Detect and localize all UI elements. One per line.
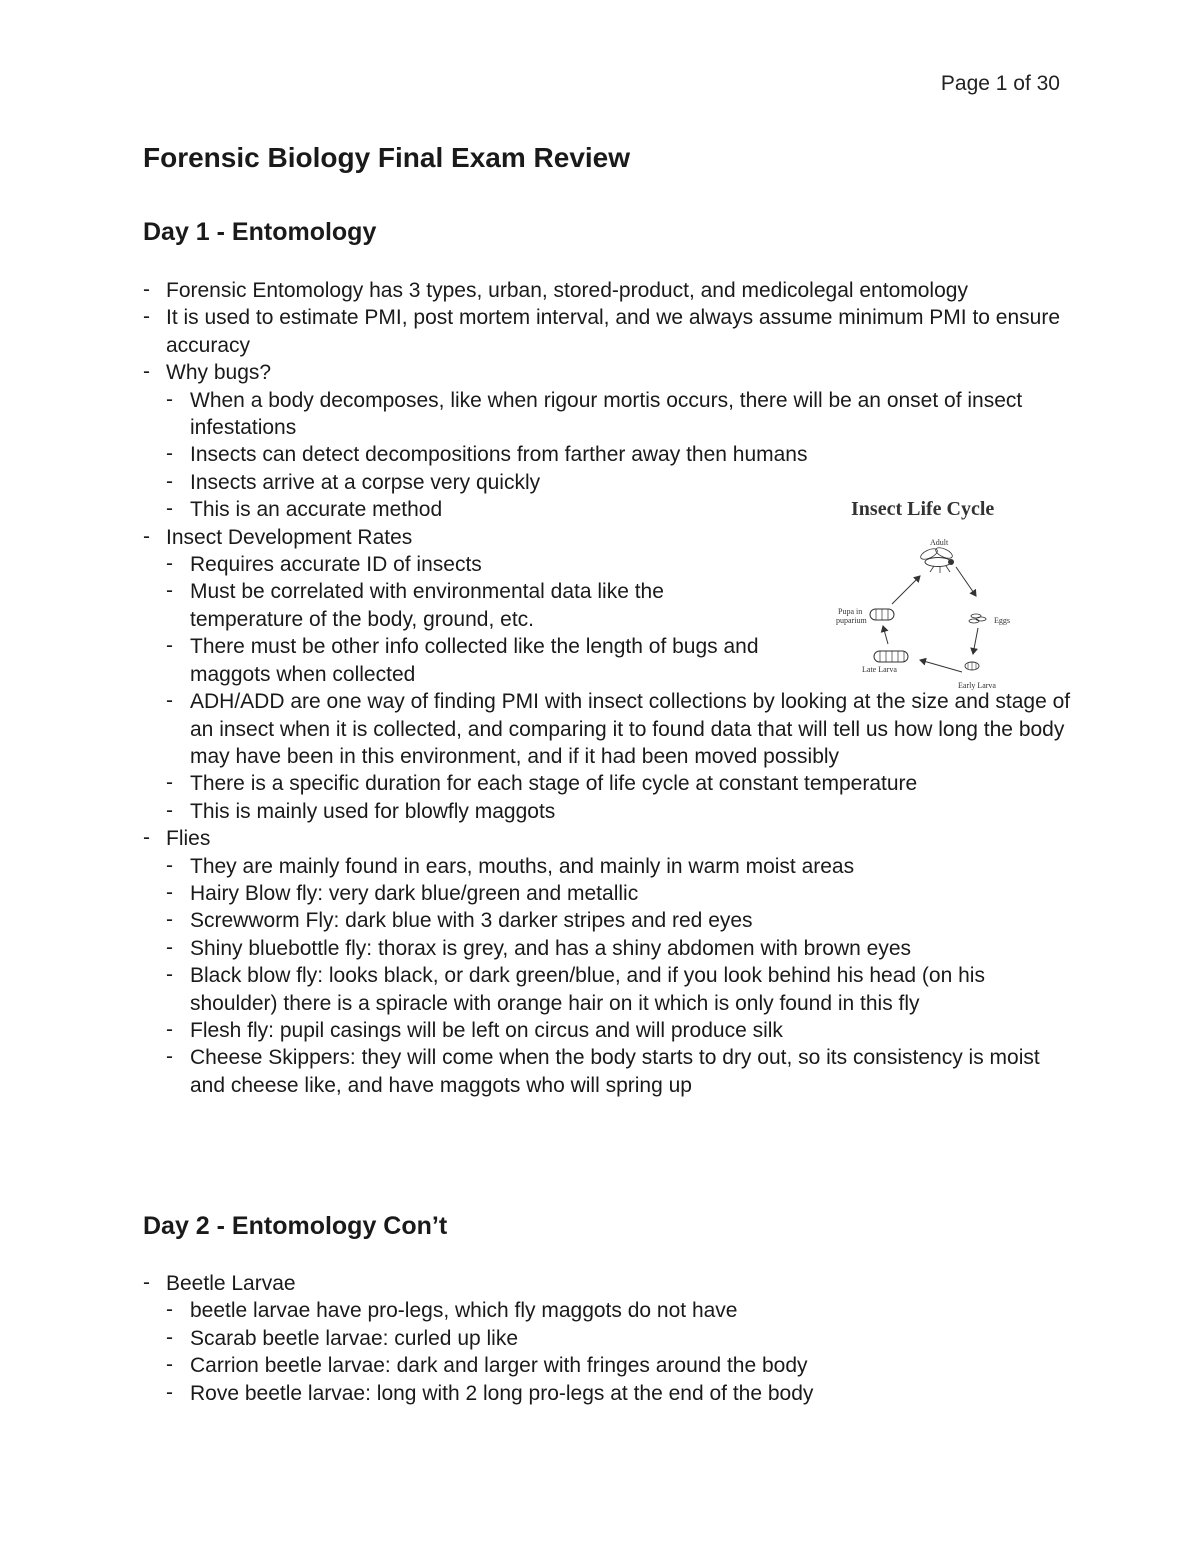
list-item: - Beetle Larvae - beetle larvae have pro-legs, which fly maggots do not have - Scarab beetle larvae: curled up like - Carrion beetle larvae: dark and larger with fringes around the body - Rove beetle larvae: long with 2 long pro-legs at the end of the body xyxy=(143,1270,1073,1407)
late-larva-icon xyxy=(874,651,908,662)
sub-list-item: - ADH/ADD are one way of finding PMI with insect collections by looking at the size and stage of an insect when it is collected, and comparing it to found data that will tell us how long the body may have been in this environment, and if it had been moved possibly xyxy=(166,688,1073,770)
list-item: - Forensic Entomology has 3 types, urban, stored-product, and medicolegal entomology xyxy=(143,277,1073,304)
label-pupa-line1: Pupa in xyxy=(838,607,863,616)
day2-list xyxy=(143,1270,1073,1407)
sub-list-item: - Must be correlated with environmental data like the temperature of the body, ground, etc. xyxy=(166,578,750,633)
flies-sublist xyxy=(166,853,1073,1100)
list-item: - It is used to estimate PMI, post mortem interval, and we always assume minimum PMI to ensure accuracy xyxy=(143,304,1073,359)
sub-list-item: - Carrion beetle larvae: dark and larger with fringes around the body xyxy=(166,1352,1073,1379)
list-item: - Insect Development Rates - Requires accurate ID of insects - Must be correlated with environmental data like the temperature of the body, ground, etc. - There must be other info collected like the length of bugs and maggots when collected - ADH/ADD are one way of finding PMI with insect collections by looking at the size and stage of an insect when it is collected, and comparing it to found data that will tell us how long the body may have been in this environment, and if it had been moved possibly - There is a specific duration for each stage of life cycle at constant temperature - This is mainly used for blowfly maggots xyxy=(143,524,1073,825)
early-larva-icon xyxy=(965,662,979,670)
arrow-icon xyxy=(883,626,888,644)
sub-list-item: - Flesh fly: pupil casings will be left on circus and will produce silk xyxy=(166,1017,1073,1044)
sub-list-item: - Black blow fly: looks black, or dark green/blue, and if you look behind his head (on his shoulder) there is a spiracle with orange hair on it which is only found in this fly xyxy=(166,962,1073,1017)
label-early-larva: Early Larva xyxy=(958,681,996,690)
sub-list-item: - This is mainly used for blowfly maggots xyxy=(166,798,1073,825)
sub-list-item: - beetle larvae have pro-legs, which fly maggots do not have xyxy=(166,1297,1073,1324)
sub-list-item: - Scarab beetle larvae: curled up like xyxy=(166,1325,1073,1352)
sub-list-item: - Cheese Skippers: they will come when the body starts to dry out, so its consistency is moist and cheese like, and have maggots who will spring up xyxy=(166,1044,1073,1099)
sub-list-item: - Hairy Blow fly: very dark blue/green and metallic xyxy=(166,880,1073,907)
sub-list-item: - They are mainly found in ears, mouths, and mainly in warm moist areas xyxy=(166,853,1073,880)
sub-list-item: - Requires accurate ID of insects xyxy=(166,551,1073,578)
sub-list-item: - This is an accurate method xyxy=(166,496,1073,523)
sub-list-item: - Insects arrive at a corpse very quickly xyxy=(166,469,1073,496)
document-title: Forensic Biology Final Exam Review xyxy=(143,142,631,173)
adult-fly-icon xyxy=(919,546,954,573)
arrow-icon xyxy=(956,567,976,596)
sub-list-item: - Rove beetle larvae: long with 2 long pro-legs at the end of the body xyxy=(166,1380,1073,1407)
label-late-larva: Late Larva xyxy=(862,665,897,674)
life-cycle-diagram xyxy=(826,532,1046,707)
arrow-icon xyxy=(920,660,962,672)
page-number: Page 1 of 30 xyxy=(940,72,1060,95)
label-pupa-line2: puparium xyxy=(836,616,867,625)
sub-list-item: - Screwworm Fly: dark blue with 3 darker stripes and red eyes xyxy=(166,907,1073,934)
day2-heading: Day 2 - Entomology Con’t xyxy=(143,1212,448,1240)
day1-heading: Day 1 - Entomology xyxy=(143,218,377,246)
eggs-icon xyxy=(969,614,986,623)
list-item: - Why bugs? - When a body decomposes, like when rigour mortis occurs, there will be an onset of insect infestations - Insects can detect decompositions from farther away then humans - Insects arrive at a corpse very quickly - This is an accurate method xyxy=(143,359,1073,523)
sub-list-item: - Shiny bluebottle fly: thorax is grey, and has a shiny abdomen with brown eyes xyxy=(166,935,1073,962)
sub-list-item: - Insects can detect decompositions from farther away then humans xyxy=(166,441,810,468)
list-item: - Flies - They are mainly found in ears, mouths, and mainly in warm moist areas - Hairy Blow fly: very dark blue/green and metallic - Screwworm Fly: dark blue with 3 darker stripes and red eyes - Shiny bluebottle fly: thorax is grey, and has a shiny abdomen with brown eyes - Black blow fly: looks black, or dark green/blue, and if you look behind his head (on his shoulder) there is a spiracle with orange hair on it which is only found in this fly - Flesh fly: pupil casings will be left on circus and will produce silk - Cheese Skippers: they will come when the body starts to dry out, so its consistency is moist and cheese like, and have maggots who will spring up xyxy=(143,825,1073,1099)
figure-title: Insect Life Cycle xyxy=(851,498,995,520)
insect-life-cycle-figure xyxy=(826,492,1046,707)
arrow-icon xyxy=(973,628,978,654)
arrow-icon xyxy=(892,576,920,604)
pupa-icon xyxy=(870,609,894,620)
label-eggs: Eggs xyxy=(994,616,1010,625)
beetle-larvae-sublist xyxy=(166,1297,1073,1407)
label-adult: Adult xyxy=(930,538,949,547)
sub-list-item: - There is a specific duration for each stage of life cycle at constant temperature xyxy=(166,770,1073,797)
sub-list-item: - There must be other info collected like the length of bugs and maggots when collected xyxy=(166,633,810,688)
sub-list-item: - When a body decomposes, like when rigour mortis occurs, there will be an onset of insect infestations xyxy=(166,387,1073,442)
